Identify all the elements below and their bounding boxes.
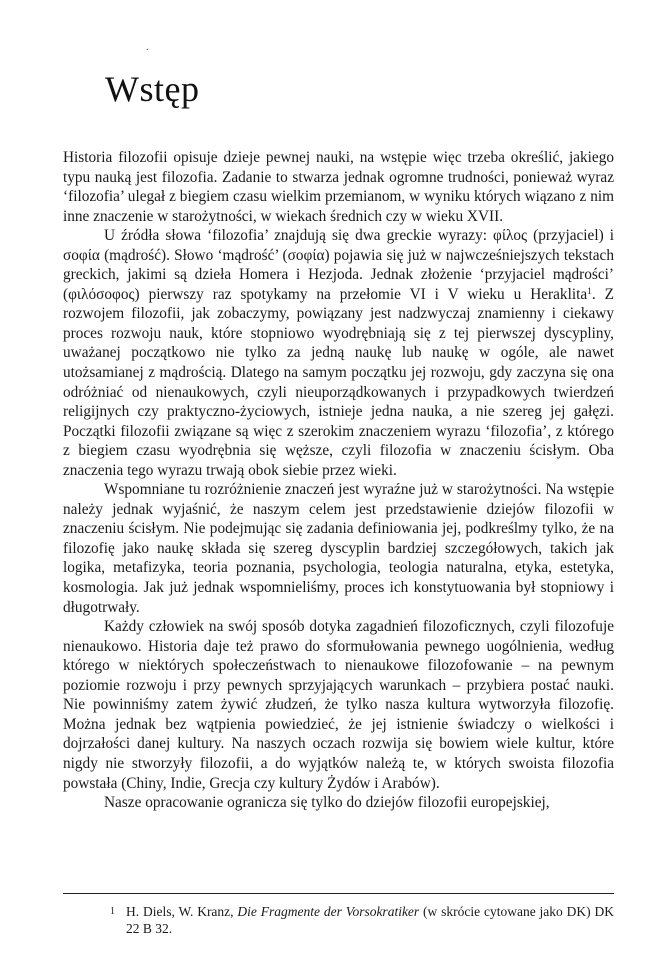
body-text: [63, 148, 614, 813]
paragraph-text: Każdy człowiek na swój sposób dotyka zagadnień filozoficznych, czyli filozofuje nienaukowo. Historia daje też prawo do sformułowania pewnego uogólnienia, według którego w niektórych społeczeństwach to nienaukowe filozofowanie – na pewnym poziomie rozwoju i przy pewnych sprzyjających warunkach – przybiera postać nauki. Nie powinniśmy zatem żywić złudzeń, że tylko nasza kultura wytworzyła filozofię. Można jednak bez wątpienia powiedzieć, że jej istnienie świadczy o wielkości i dojrzałości danej kultury. Na naszych oczach rozwija się bowiem wiele kultur, które nigdy nie stworzyły filozofii, a do wyjątków należą te, w których swoista filozofia powstała (Chiny, Indie, Grecja czy kultury Żydów i Arabów).: [63, 618, 614, 792]
paragraph: [63, 226, 614, 480]
footnote-reference[interactable]: 1: [587, 286, 592, 297]
paragraph: [63, 793, 614, 813]
footnote-divider: [63, 893, 614, 894]
footnote-rest: (w skrócie cytowane jako DK) DK 22 B 32.: [126, 904, 614, 936]
chapter-title: Wstęp: [105, 69, 200, 109]
paragraph-text: . Z rozwojem filozofii, jak zobaczymy, powiązany jest nadzwyczaj znamienny i ciekawy proces rozwoju nauk, które stopniowo wyodrębniają się z tej pierwszej dyscypliny, uważanej początkowo nie tylko za jedną naukę lub naukę w ogóle, ale nawet utożsamianej z mądrością. Dlatego na samym początku jej rozwoju, gdy zaczyna się ona odróżniać od nienaukowych, czyli nieuporządkowanych i przypadkowych twierdzeń religijnych czy praktyczno-życiowych, istnieje jedna nauka, a nie szereg jej gałęzi. Początki filozofii związane są więc z szerokim znaczeniem wyrazu ‘filozofia’, z którego z biegiem czasu wyodrębnia się węższe, czyli filozofia w znaczeniu ścisłym. Oba znaczenia tego wyrazu trwają obok siebie przez wieki.: [63, 285, 614, 479]
paragraph-text: U źródła słowa ‘filozofia’ znajdują się dwa greckie wyrazy: φίλος (przyjaciel) i σοφία (mądrość). Słowo ‘mądrość’ (σοφία) pojawia się już w najwcześniejszych tekstach greckich, jakimi są dzieła Homera i Hezjoda. Jednak złożenie ‘przyjaciel mądrości’ (φιλόσοφος) pierwszy raz spotykamy na przełomie VI i V wieku u Heraklita: [63, 227, 614, 303]
paragraph-text: Wspomniane tu rozróżnienie znaczeń jest wyraźne już w starożytności. Na wstępie należy jednak wyjaśnić, że naszym celem jest przedstawienie dziejów filozofii w znaczeniu ścisłym. Nie podejmując się zadania definiowania jej, podkreślmy tylko, że na filozofię jako naukę składa się szereg dyscyplin bardziej szczegółowych, takich jak logika, metafizyka, teoria poznania, psychologia, teologia naturalna, etyka, estetyka, kosmologia. Jak już jednak wspomnieliśmy, proces ich konstytuowania był stopniowy i długotrwały.: [63, 481, 614, 616]
footnote-work-title: Die Fragmente der Vorsokratiker: [237, 904, 420, 919]
paragraph-text: Historia filozofii opisuje dzieje pewnej nauki, na wstępie więc trzeba określić, jakiego typu nauką jest filozofia. Zadanie to stwarza jednak ogromne trudności, ponieważ wyraz ‘filozofia’ ulegał z biegiem czasu wielkim przemianom, w wyniku których wiązano z nim inne znaczenie w starożytności, w wiekach średnich czy w wieku XVII.: [63, 149, 614, 225]
paragraph: [63, 617, 614, 793]
paragraph: [63, 480, 614, 617]
footnote-number: 1: [110, 906, 115, 917]
paragraph-text: Nasze opracowanie ogranicza się tylko do dziejów filozofii europejskiej,: [104, 794, 550, 812]
paragraph: [63, 148, 614, 226]
page-speck: .: [146, 42, 149, 53]
footnote-text: [126, 904, 614, 937]
footnote-authors: H. Diels, W. Kranz,: [126, 904, 238, 919]
footnote: [63, 904, 614, 937]
